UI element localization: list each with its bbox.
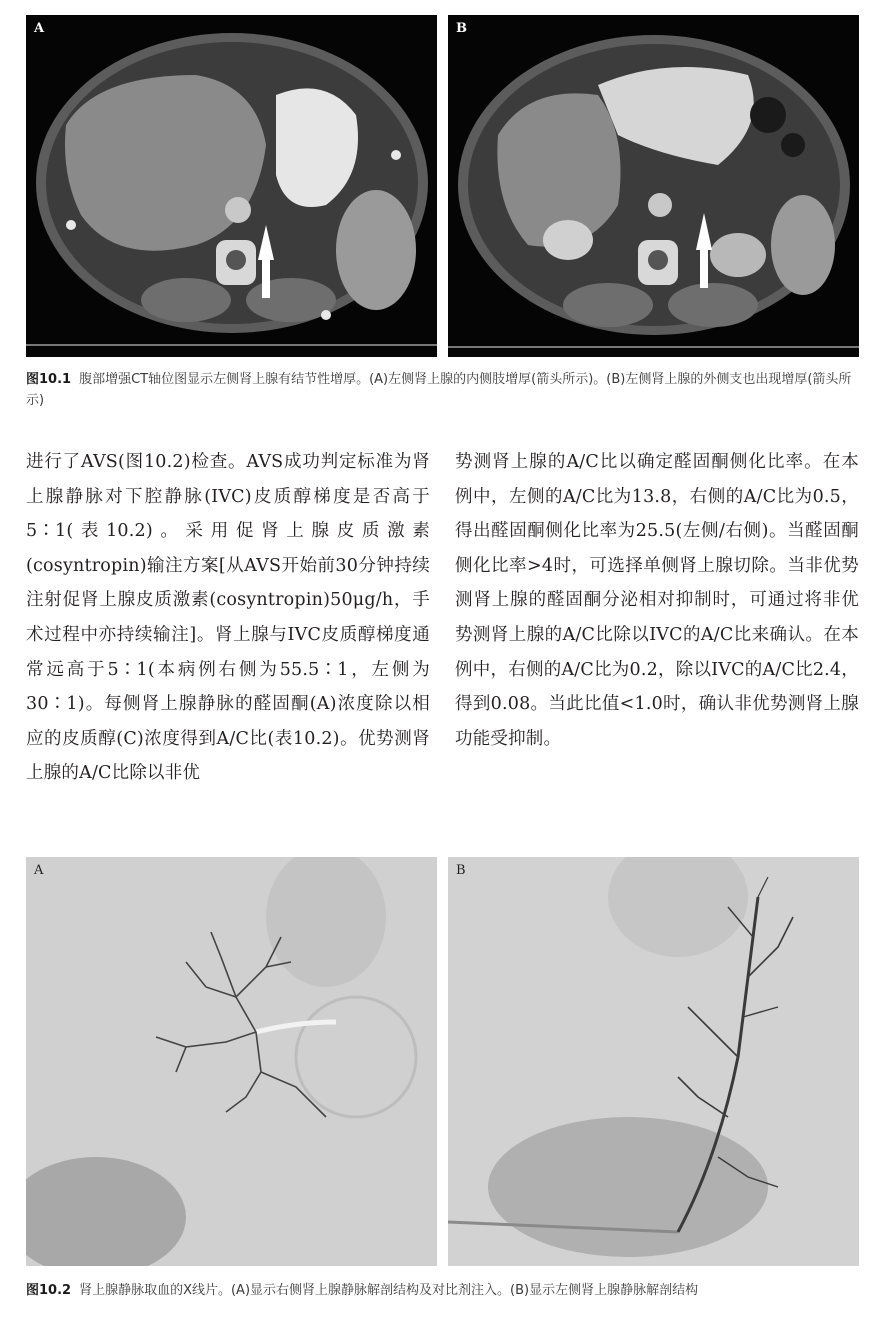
xray-image-b bbox=[448, 857, 859, 1266]
ct-image-panel-a bbox=[26, 15, 437, 357]
ct-image-panel-b bbox=[448, 15, 859, 357]
panel-label-a: A bbox=[34, 863, 44, 878]
figure-number: 图10.1 bbox=[26, 372, 72, 387]
figure-10-1 bbox=[26, 15, 859, 357]
ct-scan-image-b bbox=[448, 15, 859, 357]
xray-image-panel-b bbox=[448, 857, 859, 1266]
paragraph-right: 势测肾上腺的A/C比以确定醛固酮侧化比率。在本例中，左侧的A/C比为13.8，右侧的A/C比为0.5，得出醛固酮侧化比率为25.5(左侧/右侧)。当醛固酮侧化比率>4时，可选择单侧肾上腺切除。当非优势测肾上腺的醛固酮分泌相对抑制时，可通过将非优势测肾上腺的A/C比除以IVC的A/C比来确认。在本例中，右侧的A/C比为0.2，除以IVC的A/C比2.4，得到0.08。当此比值<1.0时，确认非优势测肾上腺功能受抑制。 bbox=[455, 452, 859, 749]
text-column-left bbox=[26, 445, 430, 791]
figure-10-1-caption bbox=[26, 369, 862, 411]
paragraph-left: 进行了AVS(图10.2)检查。AVS成功判定标准为肾上腺静脉对下腔静脉(IVC)皮质醇梯度是否高于5∶1(表10.2)。采用促肾上腺皮质激素(cosyntropin)输注方案[从AVS开始前30分钟持续注射促肾上腺皮质激素(cosyntropin)50μg/h，手术过程中亦持续输注]。肾上腺与IVC皮质醇梯度通常远高于5∶1(本病例右侧为55.5∶1，左侧为30∶1)。每侧肾上腺静脉的醛固酮(A)浓度除以相应的皮质醇(C)浓度得到A/C比(表10.2)。优势测肾上腺的A/C比除以非优 bbox=[26, 452, 430, 784]
caption-text: 肾上腺静脉取血的X线片。(A)显示右侧肾上腺静脉解剖结构及对比剂注入。(B)显示左侧肾上腺静脉解剖结构 bbox=[79, 1283, 699, 1298]
figure-number: 图10.2 bbox=[26, 1283, 72, 1298]
figure-10-2-caption bbox=[26, 1280, 862, 1301]
body-text bbox=[26, 445, 859, 791]
xray-image-panel-a bbox=[26, 857, 437, 1266]
panel-label-b: B bbox=[456, 21, 467, 36]
ct-scan-image-a bbox=[26, 15, 437, 357]
xray-image-a bbox=[26, 857, 437, 1266]
figure-10-2 bbox=[26, 857, 859, 1266]
panel-label-a: A bbox=[34, 21, 45, 36]
caption-text: 腹部增强CT轴位图显示左侧肾上腺有结节性增厚。(A)左侧肾上腺的内侧肢增厚(箭头所示)。(B)左侧肾上腺的外侧支也出现增厚(箭头所示) bbox=[26, 372, 852, 408]
text-column-right bbox=[455, 445, 859, 791]
panel-label-b: B bbox=[456, 863, 466, 878]
